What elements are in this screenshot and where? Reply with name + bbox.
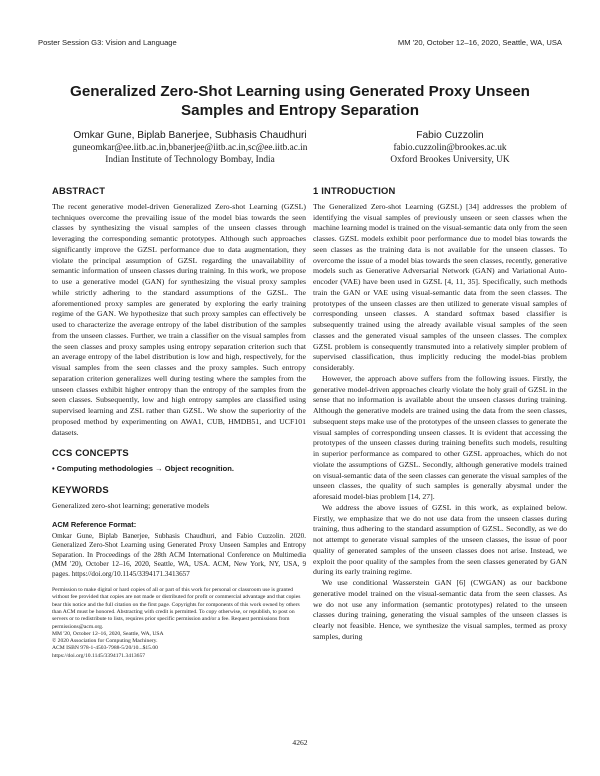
author-emails: fabio.cuzzolin@brookes.ac.uk (393, 143, 507, 153)
author-affiliation: Oxford Brookes University, UK (390, 155, 510, 165)
right-column (313, 186, 567, 643)
author-block-1 (60, 129, 320, 166)
permission-notice: Permission to make digital or hard copies of all or part of this work for personal or classroom use is granted without fee provided that copies are not made or distributed for profit or commercial advantage and that copies bear this notice and the full citation on the first page. Copyrights for components of this work owned by others than ACM must be honored. Abstracting with credit is permitted. To copy otherwise, or republish, to post on servers or to redistribute to lists, requires prior specific permission and/or a fee. Request permissions from permissions@acm.org. (52, 587, 301, 630)
abstract-text: The recent generative model-driven Generalized Zero-shot Learning (GZSL) techniques overcome the prevailing issue of the model bias towards the seen classes by synthesizing the visual samples of the unseen classes through leveraging the corresponding semantic prototypes. Although such approaches significantly improve the GZSL performance due to data augmentation, they violate the principal assumption of GZSL regarding the unavailability of semantic information of unseen classes during training. In this work, we propose to use a generative model (GAN) for synthesizing the visual proxy samples while strictly adhering to the standard assumptions of the GZSL. The aforementioned proxy samples are generated by exploring the early training regime of the GAN. We hypothesize that such proxy samples can effectively be used to characterize the average entropy of the label distribution of the samples from the unseen classes. Further, we train a classifier on the visual samples from the seen classes and proxy samples using entropy separation criterion such that an average entropy of the label distribution is low and high, respectively, for the visual samples from the seen classes and the proxy samples. Such entropy separation criterion generalizes well during testing where the samples from the unseen classes exhibit higher entropy than the entropy of the samples from the seen classes. Subsequently, low and high entropy samples are classified using supervised learning and ZSL rather than GZSL. We show the superiority of the proposed method by experimenting on AWA1, CUB, HMDB51, and UCF101 datasets. (52, 201, 306, 437)
paper-title: Generalized Zero-Shot Learning using Generated Proxy Unseen Samples and Entropy Separation (70, 83, 530, 119)
ccs-item: • Computing methodologies → Object recognition. (52, 464, 234, 473)
author-names: Fabio Cuzzolin (416, 130, 484, 141)
reference-format-text: Omkar Gune, Biplab Banerjee, Subhasis Chaudhuri, and Fabio Cuzzolin. 2020. Generalized Zero-Shot Learning using Generated Proxy Unseen Samples and Entropy Separation. In Proceedings of the 28th ACM International Conference on Multimedia (MM '20), October 12–16, 2020, Seattle, WA, USA. ACM, New York, NY, USA, 9 pages. https://doi.org/10.1145/3394171.3413657 (52, 532, 306, 578)
ccs-heading: CCS CONCEPTS (52, 447, 129, 459)
author-affiliation: Indian Institute of Technology Bombay, India (105, 155, 275, 165)
copyright-line: © 2020 Association for Computing Machinery. (52, 638, 158, 645)
running-header-left: Poster Session G3: Vision and Language (38, 38, 177, 47)
abstract-heading: ABSTRACT (52, 185, 106, 196)
page-number: 4262 (292, 738, 308, 747)
intro-paragraph-1: The Generalized Zero-shot Learning (GZSL) [34] addresses the problem of identifying the visual samples of previously unseen or seen classes when the machine learning model is trained on the visual-semantic data only from the seen classes. GZSL models exhibit poor performance due to model bias towards the seen classes as the training data is not available for the unseen classes. To overcome the issue of a model bias towards the seen classes, recently, generative models such as Generative Adversarial Network (GAN) and Variational Auto-encoder (VAE) have been used in GZSL [4, 11, 35]. Specifically, such methods train the GAN or VAE using visual-semantic data from the seen classes. The prototypes of the unseen classes are then utilized to generate visual samples of corresponding unseen classes. A standard softmax based classifier is subsequently trained using the already available visual samples of the seen classes and the generated visual samples of the unseen classes. The complex GZSL problem is consequently transmuted into a relatively simpler problem of supervised classification, thus implicitly reducing the model-bias problem considerably. (313, 201, 567, 372)
author-emails: guneomkar@ee.iitb.ac.in,bbanerjee@iitb.ac.in,sc@ee.iitb.ac.in (72, 143, 308, 153)
keywords-text: Generalized zero-shot learning; generative models (52, 500, 210, 510)
intro-paragraph-2: However, the approach above suffers from the following issues. Firstly, the generative model-driven approaches clearly violate the holy grail of GZSL in the sense that no information is available about the unseen classes during training. Although the generative models are trained using the data from the seen classes, subsequent steps make use of the prototypes of the unseen classes to generate the visual samples of corresponding unseen classes. It is evident that accessing the prototypes of the unseen classes during training benefits such models, resulting in superior performance as compared to other GZSL approaches, which do not violate the assumptions of GZSL. Secondly, although generative models trained on visual-semantic data of the seen classes can generate the visual samples of the unseen classes, the quality of such samples is generally abysmal under the aforesaid model-bias problem [14, 27]. (313, 373, 567, 501)
isbn-line: ACM ISBN 978-1-4503-7988-5/20/10...$15.00 (52, 645, 158, 652)
left-column (52, 186, 306, 660)
conference-line: MM '20, October 12–16, 2020, Seattle, WA, USA (52, 630, 164, 637)
author-names: Omkar Gune, Biplab Banerjee, Subhasis Chaudhuri (73, 130, 307, 141)
introduction-heading: 1 INTRODUCTION (313, 185, 396, 196)
permission-block (52, 587, 306, 660)
intro-paragraph-3: We address the above issues of GZSL in this work, as explained below. Firstly, we emphasize that we do not use data from the unseen classes during training, thus adhering to the standard assumption of GZSL. Secondly, as we do not attempt to generate visual samples of the unseen classes, the issue of poor quality of generated samples of the unseen classes does not arise. Instead, we exploit the poor quality of the samples from the seen classes generated by GAN during its early training regime. (313, 502, 567, 577)
running-header-right: MM '20, October 12–16, 2020, Seattle, WA, USA (397, 38, 562, 47)
reference-format-heading: ACM Reference Format: (52, 520, 137, 530)
author-block-2 (330, 129, 570, 166)
intro-paragraph-4: We use conditional Wasserstein GAN [6] (CWGAN) as our backbone generative model trained on the visual-semantic data from the seen classes. As we do not use any information (semantic prototypes) related to the unseen classes during training, generating the visual samples of the unseen classes is clearly not feasible. Hence, we synthesize the visual samples, termed as proxy samples, during (313, 578, 567, 641)
keywords-heading: KEYWORDS (52, 483, 109, 495)
doi-link[interactable]: https://doi.org/10.1145/3394171.3413657 (52, 652, 146, 659)
